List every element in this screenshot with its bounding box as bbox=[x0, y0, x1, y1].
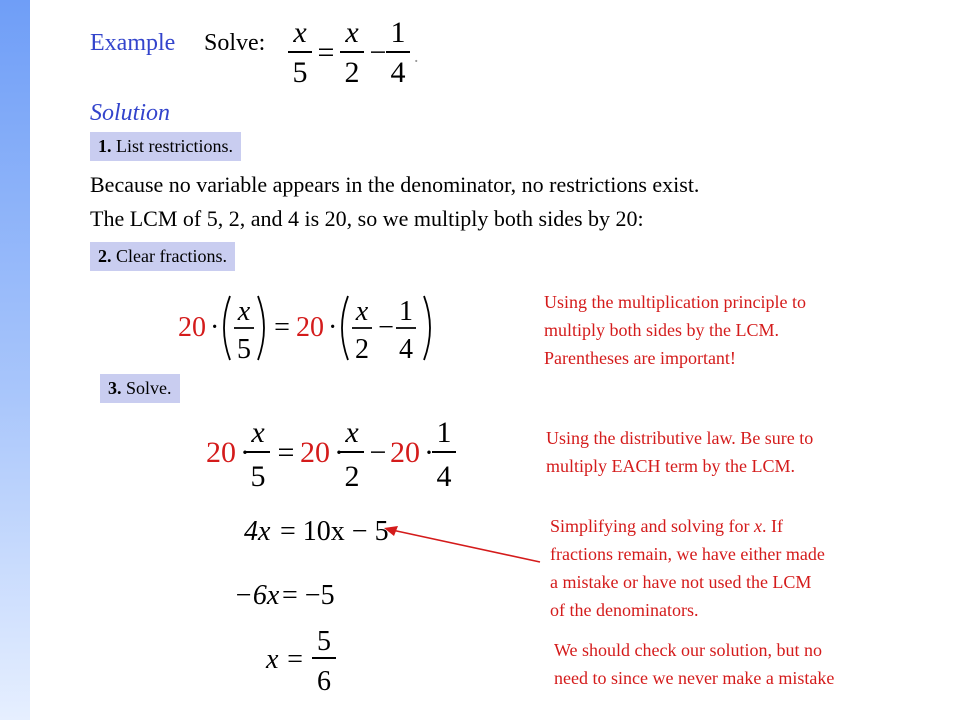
svg-text:5: 5 bbox=[250, 460, 266, 493]
note-check-solution: We should check our solution, but no need to since we never make a mistake bbox=[554, 640, 835, 688]
svg-text:·: · bbox=[424, 436, 434, 469]
multiply-both-sides-equation bbox=[170, 288, 450, 368]
distributed-equation bbox=[200, 412, 470, 492]
annotation-arrow bbox=[380, 520, 550, 570]
svg-text:=: = bbox=[277, 436, 295, 469]
svg-text:−: − bbox=[378, 312, 394, 343]
svg-text:20: 20 bbox=[206, 436, 236, 469]
step-1-number: 1. bbox=[98, 136, 112, 156]
lcm-text: The LCM of 5, 2, and 4 is 20, so we multiply both sides by 20: bbox=[90, 206, 644, 231]
svg-text:5: 5 bbox=[237, 334, 251, 365]
svg-text:2: 2 bbox=[344, 460, 360, 493]
step-2-number: 2. bbox=[98, 246, 112, 266]
step-2-text: Clear fractions. bbox=[116, 246, 227, 266]
negative-six-x-equation bbox=[230, 576, 350, 612]
svg-text:·: · bbox=[210, 312, 220, 343]
step-3-box bbox=[100, 374, 180, 403]
svg-text:·: · bbox=[334, 436, 344, 469]
frac-den-5: 5 bbox=[292, 56, 308, 89]
svg-text:6: 6 bbox=[317, 666, 331, 697]
svg-text:x: x bbox=[355, 296, 369, 327]
example-label: Example bbox=[90, 30, 176, 56]
svg-text:= −5: = −5 bbox=[282, 580, 335, 611]
svg-text:−6x: −6x bbox=[234, 580, 280, 611]
note-multiplication-principle: Using the multiplication principle to multiply both sides by the LCM. Parentheses are important! bbox=[544, 292, 806, 368]
step-1-box bbox=[90, 132, 241, 161]
svg-text:·: · bbox=[240, 436, 250, 469]
svg-text:1: 1 bbox=[436, 416, 452, 449]
svg-text:2: 2 bbox=[344, 56, 360, 89]
left-accent-bar bbox=[0, 0, 30, 720]
svg-text:x: x bbox=[345, 16, 359, 49]
svg-text:x =: x = bbox=[266, 644, 305, 675]
solve-label: Solve: bbox=[204, 30, 266, 56]
svg-text:= 10x − 5: = 10x − 5 bbox=[280, 516, 389, 547]
svg-text:4x: 4x bbox=[244, 516, 271, 547]
lcm-20-right: 20 bbox=[296, 312, 324, 343]
svg-text:x: x bbox=[345, 416, 359, 449]
svg-text:=: = bbox=[274, 312, 290, 343]
svg-text:−: − bbox=[369, 436, 387, 469]
svg-text:1: 1 bbox=[399, 296, 413, 327]
step-1-text: List restrictions. bbox=[116, 136, 233, 156]
step-3-number: 3. bbox=[108, 378, 122, 398]
final-solution-equation bbox=[262, 624, 352, 704]
svg-text:x: x bbox=[251, 416, 265, 449]
svg-text:4: 4 bbox=[399, 334, 413, 365]
step-3-text: Solve. bbox=[126, 378, 172, 398]
svg-text:4: 4 bbox=[436, 460, 452, 493]
step-2-box bbox=[90, 242, 235, 271]
frac-num-x: x bbox=[293, 16, 307, 49]
restriction-text: Because no variable appears in the denominator, no restrictions exist. bbox=[90, 172, 700, 197]
svg-text:1: 1 bbox=[390, 16, 406, 49]
solution-heading: Solution bbox=[90, 100, 171, 126]
svg-text:20: 20 bbox=[390, 436, 420, 469]
svg-text:20: 20 bbox=[300, 436, 330, 469]
note-simplifying: Simplifying and solving for x. If fractions remain, we have either made a mistake or have not used the LCM of the denominators. bbox=[550, 516, 825, 620]
svg-text:.: . bbox=[414, 46, 419, 66]
lcm-20-left: 20 bbox=[178, 312, 206, 343]
svg-text:4: 4 bbox=[390, 56, 406, 89]
problem-equation bbox=[284, 10, 434, 90]
svg-text:5: 5 bbox=[317, 626, 331, 657]
svg-text:=: = bbox=[317, 36, 335, 69]
svg-text:·: · bbox=[328, 312, 338, 343]
simplified-equation bbox=[240, 512, 390, 548]
svg-text:−: − bbox=[369, 36, 387, 69]
svg-text:x: x bbox=[237, 296, 251, 327]
svg-text:2: 2 bbox=[355, 334, 369, 365]
note-distributive-law: Using the distributive law. Be sure to multiply EACH term by the LCM. bbox=[546, 428, 814, 476]
